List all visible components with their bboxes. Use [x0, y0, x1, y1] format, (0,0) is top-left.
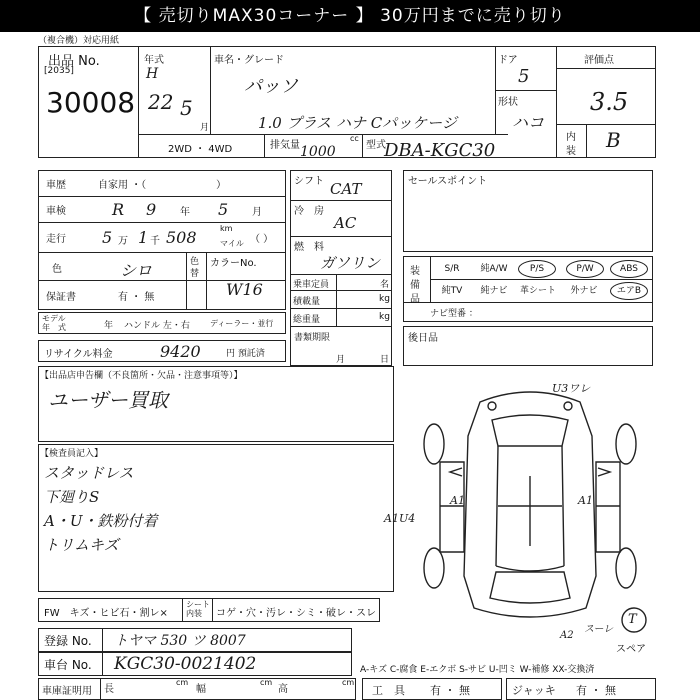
recycle-unit: 円 預託済: [226, 349, 265, 359]
capacity-label: 乗車定員: [293, 280, 330, 290]
color-code: W16: [226, 280, 263, 299]
damage-mark-door-left: A1: [450, 494, 465, 507]
damage-mark-rear: A2: [560, 630, 574, 641]
equip-sunroof: S/R: [444, 264, 460, 274]
damage-mark-front: U3ワレ: [552, 382, 591, 395]
cert-height-unit: cm: [342, 678, 355, 687]
inspection-month: 5: [218, 200, 229, 219]
fuel-value: ガソリン: [320, 254, 381, 272]
tools-label: 工 具: [372, 684, 405, 697]
lot-label: 出品 No.: [48, 54, 100, 69]
doors-label: ドア: [498, 55, 518, 66]
inspection-year: 9: [146, 200, 157, 219]
model-year-unit: 年: [104, 321, 114, 331]
seller-note-text: ユーザー買取: [48, 388, 168, 412]
damage-mark-left: A1U4: [384, 512, 416, 525]
doc-expiry-label: 書類期限: [294, 333, 331, 343]
damage-mark-door-right: A1: [578, 494, 593, 507]
shift-value: CAT: [330, 180, 362, 198]
color-label: 色: [52, 264, 62, 275]
model-grade: 1.0 プラス ハナ Cパッケージ: [258, 114, 457, 132]
year-month: 5: [180, 96, 193, 120]
doc-expiry-day: 日: [380, 355, 390, 365]
year-era: H: [146, 66, 159, 82]
inspector-line-3: A・U・鉄粉付着: [44, 512, 158, 530]
cert-length-unit: cm: [176, 678, 189, 687]
spare-mark: T: [628, 612, 637, 627]
later-items-label: 後日品: [408, 333, 438, 344]
inspection-month-unit: 月: [252, 207, 262, 218]
model-label: 車名・グレード: [214, 55, 284, 66]
doc-expiry-month: 月: [336, 355, 346, 365]
history-label: 車歴: [46, 180, 66, 191]
inspection-year-unit: 年: [180, 207, 190, 218]
damage-legend: A-キズ C-腐食 E-エクボ S-サビ U-凹ミ W-補修 XX-交換済: [360, 665, 595, 675]
seller-note-label: 【出品店申告欄（不良箇所・欠品・注意事項等）】: [40, 371, 243, 381]
jack-value: 有 ・ 無: [576, 684, 616, 697]
capacity-unit: 名: [380, 280, 390, 290]
interior-value: B: [606, 128, 621, 152]
displacement-value: 1000: [300, 144, 336, 160]
chassis-value: KGC30-0021402: [114, 654, 257, 674]
gross-weight-unit: kg: [379, 312, 390, 322]
lot-subcode: [2035]: [44, 66, 74, 76]
year-value: 22: [148, 90, 174, 114]
equip-tv: 純TV: [441, 286, 463, 296]
recycle-label: リサイクル料金: [44, 349, 113, 360]
fuel-label: 燃 料: [294, 242, 324, 253]
navi-model-label: ナビ型番 ：: [430, 309, 478, 319]
seat-legend: コゲ・穴・汚レ・シミ・破レ・スレ: [216, 608, 376, 619]
fw-legend: FW キズ・ヒビ石・割レ×: [44, 608, 168, 619]
doors-value: 5: [518, 66, 530, 87]
equip-aftermarket-navi: 外ナビ: [570, 286, 598, 296]
shift-label: シフト: [294, 176, 324, 187]
mileage-u1: 万: [118, 236, 128, 247]
color-change-1: 色: [190, 257, 200, 267]
equip-leather: 革シート: [519, 286, 556, 296]
cert-width: 幅: [196, 684, 206, 695]
type-value: DBA-KGC30: [384, 140, 496, 161]
spare-label: スペア: [616, 644, 646, 655]
registration-value: トヤマ 530 ツ 8007: [114, 633, 246, 649]
gross-weight-label: 総重量: [293, 315, 321, 325]
later-items-box: [403, 326, 653, 366]
mileage-label: 走行: [46, 234, 66, 245]
equip-abs: ABS: [610, 260, 648, 278]
inspector-line-1: スタッドレス: [44, 464, 134, 482]
load-label: 積載量: [293, 297, 321, 307]
color-code-label: カラーNo.: [210, 258, 257, 269]
sales-point-label: セールスポイント: [408, 176, 488, 187]
equip-alloy-wheels: 純A/W: [480, 264, 508, 274]
history-value: 自家用 ・（ ）: [98, 180, 227, 191]
equip-power-steering: P/S: [518, 260, 556, 278]
displacement-unit: cc: [350, 134, 359, 143]
shape-label: 形状: [498, 97, 518, 108]
year-month-unit: 月: [200, 123, 210, 133]
score-label: 評価点: [584, 55, 614, 66]
registration-label: 登録 No.: [44, 634, 92, 648]
model-name: パッソ: [244, 76, 298, 97]
paper-note: （複合機）対応用紙: [38, 36, 120, 46]
mileage-unit-km: km: [220, 224, 233, 233]
inspector-line-2: 下廻りS: [44, 488, 100, 506]
lot-number: 30008: [46, 86, 136, 119]
mileage-u2: 千: [150, 236, 160, 247]
mileage-v3: 508: [166, 228, 197, 247]
dealer-option: ディーラー・並行: [210, 319, 274, 328]
cert-width-unit: cm: [260, 678, 273, 687]
chassis-label: 車台 No.: [44, 658, 92, 672]
cert-height: 高: [278, 684, 288, 695]
equip-label-3: 品: [410, 294, 420, 305]
equip-label-1: 装: [410, 266, 420, 277]
warranty-value: 有 ・ 無: [118, 292, 155, 303]
cert-length: 長: [104, 684, 114, 695]
type-label: 型式: [366, 140, 386, 151]
damage-mark-rear-2: スーレ: [584, 624, 614, 635]
equip-label-2: 備: [410, 280, 420, 291]
year-label: 年式: [144, 55, 164, 66]
equip-navi: 純ナビ: [480, 286, 508, 296]
load-unit: kg: [379, 294, 390, 304]
model-year-label-1: モデル: [42, 314, 66, 323]
drive-label: 2WD ・ 4WD: [168, 144, 233, 155]
inspection-label: 車検: [46, 206, 66, 217]
displacement-label: 排気量: [270, 140, 300, 151]
color-change-2: 替: [190, 269, 200, 279]
mileage-v2: 1: [138, 228, 149, 247]
equip-power-windows: P/W: [566, 260, 604, 278]
shape-value: ハコ: [512, 113, 545, 132]
seat-label: シート内装: [186, 600, 210, 618]
color-value: シロ: [120, 261, 153, 280]
garage-cert-label: 車庫証明用: [42, 686, 92, 697]
interior-label-2: 装: [566, 146, 576, 157]
inspector-line-4: トリムキズ: [44, 536, 119, 554]
page-banner: 【 売切りMAX30コーナー 】 30万円までに売り切り: [0, 0, 700, 32]
recycle-value: 9420: [160, 342, 201, 361]
ac-label: 冷 房: [294, 206, 324, 217]
warranty-label: 保証書: [46, 292, 76, 303]
model-year-label-2: 年 式: [42, 323, 66, 332]
ac-value: AC: [334, 214, 357, 232]
mileage-unit-mile: マイル: [220, 239, 244, 248]
mileage-v1: 5: [102, 228, 113, 247]
inspection-era: R: [112, 200, 125, 219]
handle-option: ハンドル 左・右: [124, 321, 190, 331]
equip-airbag: エアB: [610, 282, 648, 300]
car-diagram: [400, 376, 660, 646]
tools-value: 有 ・ 無: [430, 684, 470, 697]
inspector-label: 【検査員記入】: [40, 449, 104, 459]
interior-label-1: 内: [566, 132, 576, 143]
score-value: 3.5: [590, 88, 629, 116]
mileage-paren: （ ）: [250, 234, 274, 245]
jack-label: ジャッキ: [512, 684, 556, 697]
